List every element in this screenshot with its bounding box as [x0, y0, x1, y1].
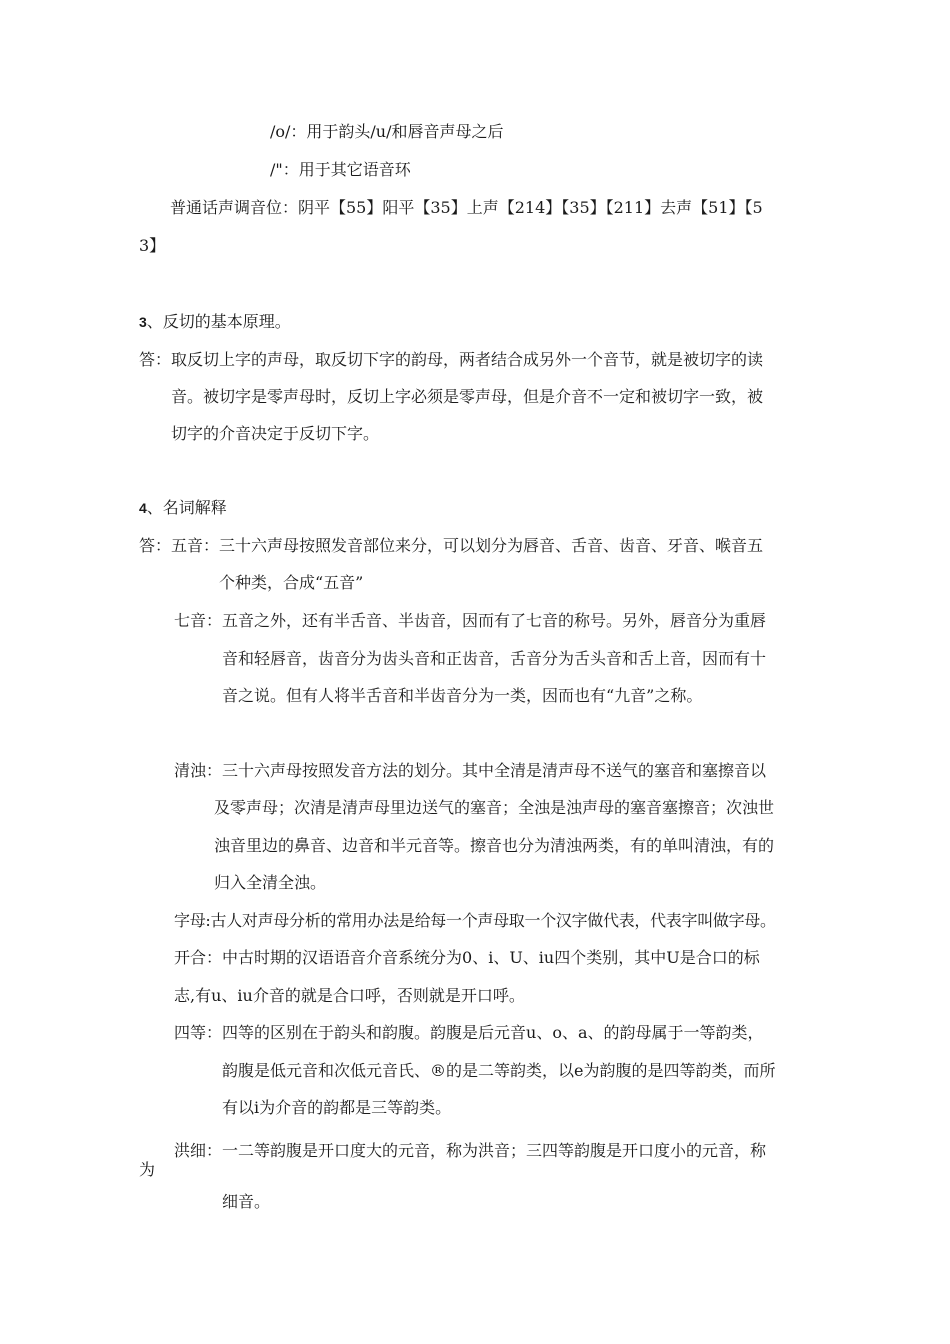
qiyin-line-1	[174, 611, 766, 631]
tones-line-1: 普通话声调音位：阴平【55】阳平【35】上声【214】【35】【211】去声【51】【5	[170, 198, 763, 217]
qingzhuo-line-4: 归入全清全浊。	[214, 873, 327, 892]
section-number: 4	[139, 500, 147, 516]
sideng-line-2: 韵腹是低元音和次低元音氏、®的是二等韵类，以e为韵腹的是四等韵类，而所	[222, 1061, 776, 1080]
answer-label: 答：	[139, 536, 172, 555]
sideng-line-3: 有以i为介音的韵都是三等韵类。	[222, 1098, 452, 1117]
qiyin-line-3: 音之说。但有人将半舌音和半齿音分为一类，因而也有“九音”之称。	[222, 686, 703, 705]
section-3-answer-line-1	[139, 350, 763, 370]
tones-line-2: 3】	[139, 236, 166, 255]
zimu-line-1: 字母:古人对声母分析的常用办法是给每一个声母取一个汉字做代表，代表字叫做字母。	[174, 911, 776, 930]
qingzhuo-line-1	[174, 761, 766, 781]
section-3-answer-line-2: 音。被切字是零声母时，反切上字必须是零声母，但是介音不一定和被切字一致，被	[171, 387, 764, 406]
section-4-heading	[139, 498, 227, 518]
term-text: 三十六声母按照发音方法的划分。其中全清是清声母不送气的塞音和塞擦音以	[222, 761, 767, 780]
section-3-answer-line-3: 切字的介音决定于反切下字。	[171, 424, 380, 443]
kaihe-line-1	[174, 948, 760, 968]
qingzhuo-line-3: 浊音里边的鼻音、边音和半元音等。擦音也分为清浊两类，有的单叫清浊，有的	[214, 836, 775, 855]
section-number: 3	[139, 314, 147, 330]
term-text: 五音之外，还有半舌音、半齿音，因而有了七音的称号。另外，唇音分为重唇	[222, 611, 767, 630]
term-text: 四等的区别在于韵头和韵腹。韵腹是后元音u、o、a、的韵母属于一等韵类，	[222, 1023, 764, 1042]
answer-label: 答：	[139, 350, 172, 369]
hongxi-overflow-char: 为	[139, 1160, 156, 1179]
sideng-line-1	[174, 1023, 764, 1043]
section-title: 、反切的基本原理。	[146, 312, 291, 331]
term-label: 五音：	[171, 536, 220, 555]
qiyin-line-2: 音和轻唇音，齿音分为齿头音和正齿音，舌音分为舌头音和舌上音，因而有十	[222, 649, 767, 668]
hongxi-line-2: 细音。	[222, 1192, 271, 1211]
term-label: 开合：	[174, 948, 223, 967]
term-text: 三十六声母按照发音部位来分，可以划分为唇音、舌音、齿音、牙音、喉音五	[219, 536, 764, 555]
section-3-heading	[139, 312, 291, 332]
other-usage-line: /"：用于其它语音环	[270, 160, 411, 179]
qingzhuo-line-2: 及零声母；次清是清声母里边送气的塞音；全浊是浊声母的塞音塞擦音；次浊世	[214, 798, 775, 817]
wuyin-line-2: 个种类，合成“五音”	[219, 573, 364, 592]
term-text: 中古时期的汉语语音介音系统分为0、i、U、iu四个类别，其中U是合口的标	[222, 948, 760, 967]
answer-text: 取反切上字的声母，取反切下字的韵母，两者结合成另外一个音节，就是被切字的读	[171, 350, 764, 369]
wuyin-line-1	[139, 536, 763, 556]
term-label: 洪细：	[174, 1141, 223, 1160]
term-label: 七音：	[174, 611, 223, 630]
hongxi-line-1	[174, 1141, 766, 1161]
term-label: 四等：	[174, 1023, 223, 1042]
term-label: 清浊：	[174, 761, 223, 780]
kaihe-line-2: 志,有u、iu介音的就是合口呼，否则就是开口呼。	[174, 986, 525, 1005]
section-title: 、名词解释	[146, 498, 227, 517]
term-text: 一二等韵腹是开口度大的元音，称为洪音；三四等韵腹是开口度小的元音，称	[222, 1141, 767, 1160]
o-usage-line: /o/：用于韵头/u/和唇音声母之后	[270, 122, 504, 141]
